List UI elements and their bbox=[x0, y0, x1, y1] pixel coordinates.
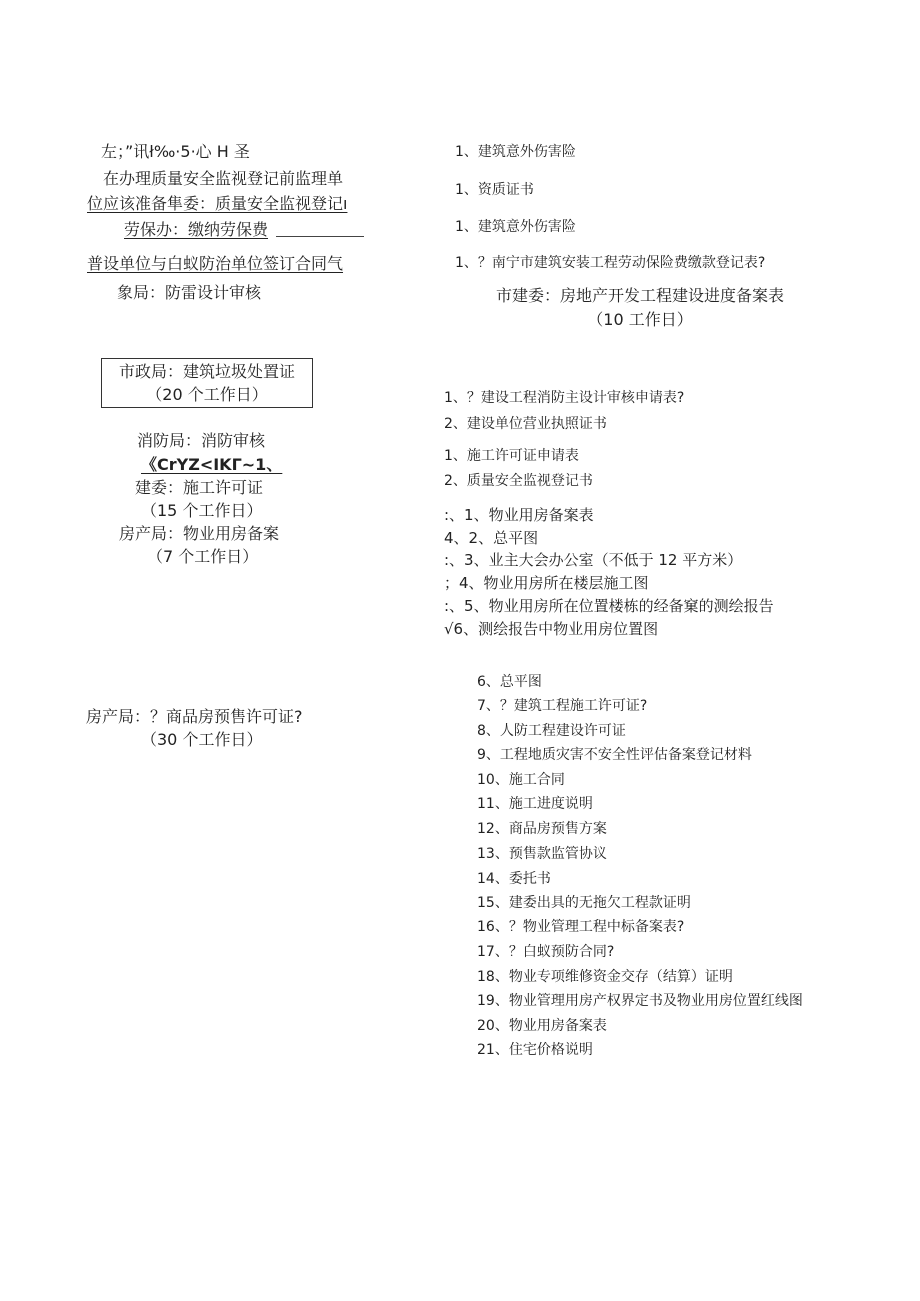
list-item: 18、物业专项维修资金交存（结算）证明 bbox=[477, 969, 733, 985]
fire-review: 消防局：消防审核 bbox=[137, 431, 266, 450]
fill-line bbox=[276, 236, 364, 237]
list-item: :、3、业主大会办公室（不低于 12 平方米） bbox=[444, 551, 743, 569]
progress-days: （10 工作日） bbox=[587, 310, 693, 329]
termite-contract bbox=[87, 256, 343, 272]
list-item: 14、委托书 bbox=[477, 871, 551, 887]
list-item: 16、？物业管理工程中标备案表? bbox=[477, 919, 685, 935]
list-item: 15、建委出具的无拖欠工程款证明 bbox=[477, 895, 691, 911]
property-days: （7 个工作日） bbox=[147, 547, 259, 566]
quality-line-1: 在办理质量安全监视登记前监理单 bbox=[103, 169, 344, 188]
garbled-header: 左；”讯ł‰·5·心 H 圣 bbox=[101, 142, 250, 161]
municipal-title: 市政局：建筑垃圾处置证 bbox=[118, 362, 295, 381]
list-item: 17、？白蚁预防合同? bbox=[477, 944, 615, 960]
labor-insurance: 劳保办：缴纳劳保费 bbox=[124, 220, 269, 239]
list-item: 1、？南宁市建筑安装工程劳动保险费缴款登记表? bbox=[455, 255, 766, 271]
list-item: 6、总平图 bbox=[477, 674, 542, 690]
presale-days: （30 个工作日） bbox=[141, 730, 263, 749]
list-item: :、1、物业用房备案表 bbox=[444, 506, 594, 524]
list-item: 13、预售款监管协议 bbox=[477, 846, 607, 862]
list-item: 12、商品房预售方案 bbox=[477, 821, 607, 837]
list-item: :、5、物业用房所在位置楼栋的经备窠的测绘报告 bbox=[444, 597, 774, 615]
list-item: 1、？建设工程消防主设计审核申请表? bbox=[444, 390, 685, 406]
list-item: √6、测绘报告中物业用房位置图 bbox=[444, 620, 659, 638]
fire-garbled-text: 《CrYZ<IKΓ~1、 bbox=[141, 455, 283, 474]
list-item: 1、资质证书 bbox=[455, 182, 534, 198]
list-item: 2、建设单位营业执照证书 bbox=[444, 416, 607, 432]
list-item: 1、建筑意外伤害险 bbox=[455, 144, 576, 160]
progress-title: 市建委：房地产开发工程建设进度备案表 bbox=[495, 286, 784, 305]
construction-days: （15 个工作日） bbox=[141, 501, 263, 520]
municipal-days: （20 个工作日） bbox=[146, 385, 268, 404]
weather-bureau: 象局：防雷设计审核 bbox=[117, 283, 262, 302]
list-item: 1、施工许可证申请表 bbox=[444, 448, 579, 464]
list-item: 11、施工进度说明 bbox=[477, 796, 593, 812]
presale-permit: 房产局：？商品房预售许可证? bbox=[86, 707, 303, 726]
termite-contract-text: 普设单位与白蚁防治单位签订合同气 bbox=[87, 254, 344, 273]
list-item: 8、人防工程建设许可证 bbox=[477, 723, 626, 739]
list-item: 10、施工合同 bbox=[477, 772, 565, 788]
fire-garbled bbox=[141, 457, 282, 473]
list-item: 1、建筑意外伤害险 bbox=[455, 219, 576, 235]
quality-line-2: 位应该准备隼委：质量安全监视登记ı bbox=[87, 194, 348, 213]
list-item: 19、物业管理用房产权界定书及物业用房位置红线图 bbox=[477, 993, 803, 1009]
property-housing: 房产局：物业用房备案 bbox=[119, 524, 280, 543]
list-item: 7、？建筑工程施工许可证? bbox=[477, 698, 648, 714]
list-item: 4、2、总平图 bbox=[444, 529, 539, 547]
list-item: 9、工程地质灾害不安全性评估备案登记材料 bbox=[477, 747, 752, 763]
list-item: 20、物业用房备案表 bbox=[477, 1018, 607, 1034]
construction-permit: 建委：施工许可证 bbox=[135, 478, 264, 497]
list-item: ；4、物业用房所在楼层施工图 bbox=[444, 574, 649, 592]
list-item: 2、质量安全监视登记书 bbox=[444, 473, 593, 489]
list-item: 21、住宅价格说明 bbox=[477, 1042, 593, 1058]
